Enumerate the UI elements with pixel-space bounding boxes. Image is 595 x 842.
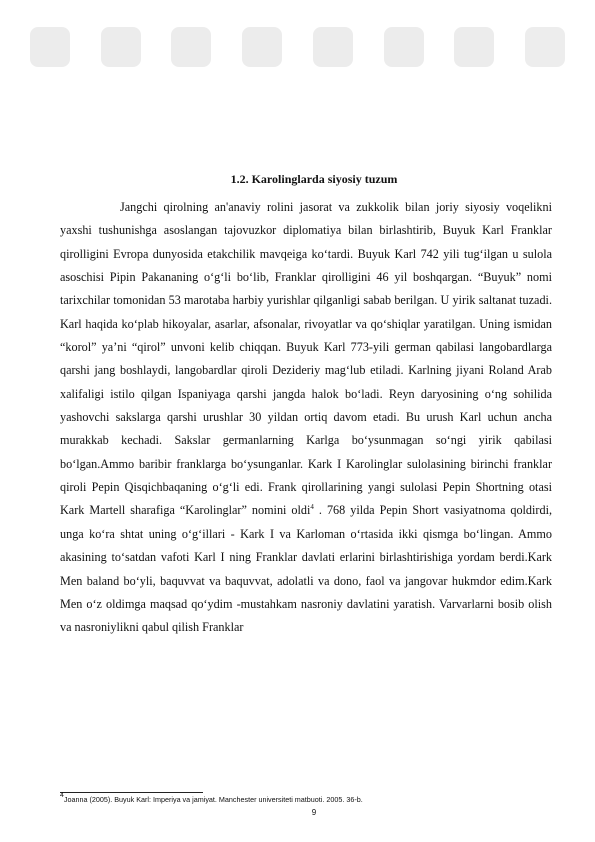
paragraph-text-after-note: . 768 yilda Pepin Short vasiyatnoma qoldirdi, unga ko‘ra shtat uning o‘g‘illari - Kark I va Karloman o‘rtasida ikki qismga bo‘lingan. Ammo akasining to‘satdan vafoti Karl I ning Franklar davlati erlarini birlashtirishiga yordam berdi.Kark Men baland bo‘yli, baquvvat va baquvvat, adolatli va dono, faol va jangovar hukmdor edim.Kark Men o‘z oldimga maqsad qo‘ydim -mustahkam nasroniy davlatini yaratish. Varvarlarni bosib olish va nasroniylikni qabul qilish Franklar xyxy=(60,503,552,635)
body-paragraph xyxy=(60,196,552,640)
watermark xyxy=(30,14,565,80)
section-title: 1.2. Karolinglarda siyosiy tuzum xyxy=(230,172,398,186)
footnote-divider xyxy=(60,792,203,793)
paragraph-text-before-note: Jangchi qirolning an'anaviy rolini jasorat va zukkolik bilan joriy siyosiy voqelikni yaxshi tushunishga asoslangan tajovuzkor diplomatiya bilan birlashtirib, Buyuk Karl Franklar qirolligini Evropa dunyosida etakchilik mavqeiga ko‘tardi. Buyuk Karl 742 yili tug‘ilgan u sulola asoschisi Pipin Pakananing o‘g‘li bo‘lib, Franklar qirolligini 46 yil boshqargan. “Buyuk” nomi tarixchilar tomonidan 53 marotaba harbiy yurishlar qilganligi sabab berilgan. U yirik saltanat tuzadi. Karl haqida ko‘plab hikoyalar, asarlar, afsonalar, rivoyatlar va qo‘shiqlar yaratilgan. Uning ismidan “korol” ya’ni “qirol” unvoni kelib chiqqan. Buyuk Karl 773-yili german qabilasi langobardlarga qarshi jang boshlaydi, langobardlar qiroli Dezideriy mag‘lub etiladi. Karlning jiyani Roland Arab xalifaligi istilo qilgan Ispaniyaga qarshi jangda halok bo‘ladi. Reyn daryosining o‘ng sohilida yashovchi sakslarga qarshi urushlar 30 yildan ortiq davom etadi. Bu urush Karl uchun ancha murakkab kechadi. Sakslar germanlarning Karlga bo‘ysunmagan so‘ngi yirik qabilasi bo‘lgan.Ammo baribir franklarga bo‘ysunganlar. Kark I Karolinglar sulolasining birinchi franklar qiroli Pepin Qisqichbaqaning o‘g‘li edi. Frank qirollarining yangi sulolasi Pepin Shortning otasi Kark Martell sharafiga “Karolinglar” nomini oldi xyxy=(60,200,552,518)
footnote-reference[interactable]: 4 xyxy=(310,503,314,512)
page-number: 9 xyxy=(311,808,317,817)
footnote xyxy=(60,792,363,805)
footnote-number: 4 xyxy=(60,792,64,799)
footnote-text: Joanna (2005). Buyuk Karl: Imperiya va jamiyat. Manchester universiteti matbuoti. 2005. 36-b. xyxy=(63,795,363,804)
